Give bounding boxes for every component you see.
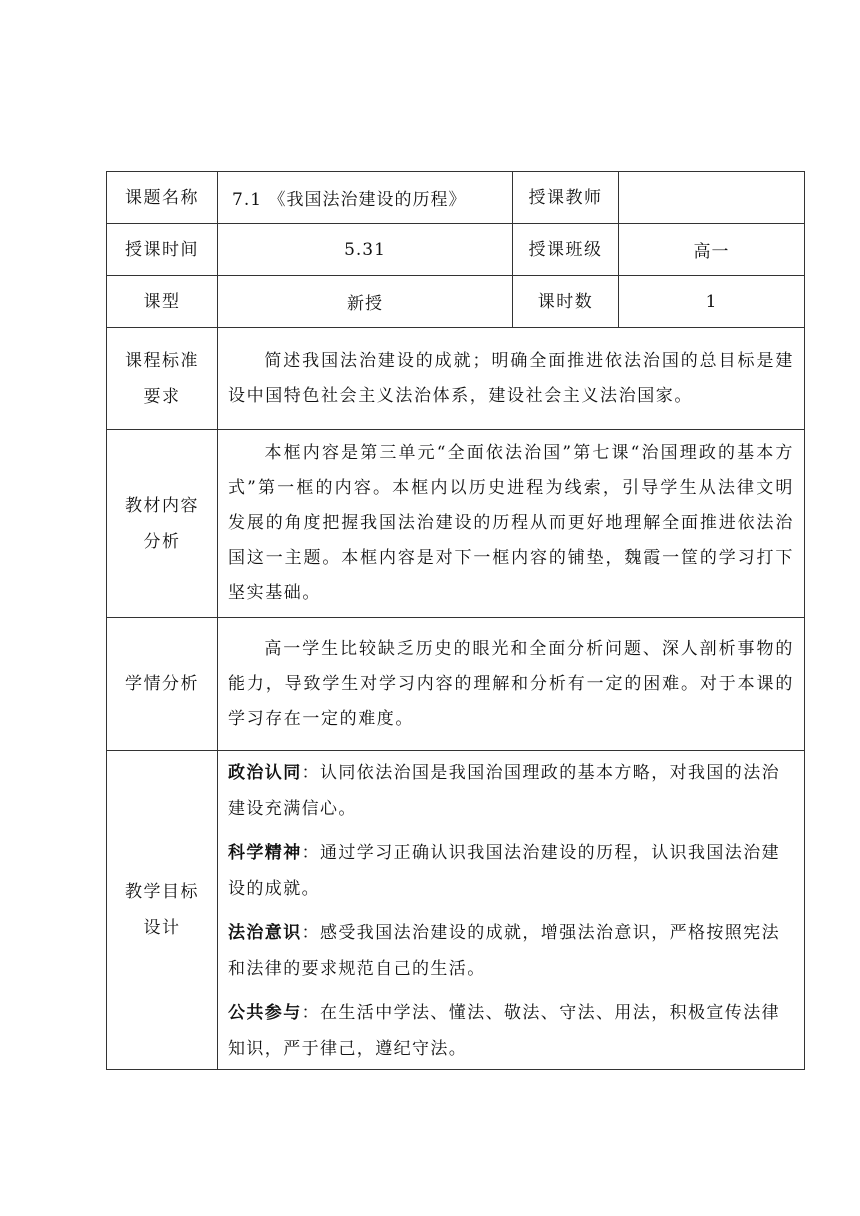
goal-item — [228, 995, 794, 1067]
standard-cell — [218, 328, 805, 430]
goal-label — [107, 751, 218, 1070]
material-label — [107, 430, 218, 618]
goal-title: 法治意识 — [228, 923, 302, 943]
goal-label-line-2: 设计 — [143, 918, 181, 938]
goal-cell — [218, 751, 805, 1070]
lesson-plan-table — [106, 171, 805, 1070]
hours-value: 1 — [619, 276, 805, 328]
time-value: 5.31 — [218, 224, 513, 276]
standard-label-line-1: 课程标准 — [125, 350, 199, 371]
material-label-line-1: 教材内容 — [125, 495, 199, 516]
teacher-value — [619, 172, 805, 224]
student-text: 高一学生比较缺乏历史的眼光和全面分析问题、深人剖析事物的能力，导致学生对学习内容的理解和分析有一定的困难。对于本课的学习存在一定的难度。 — [228, 638, 794, 729]
standard-label — [107, 328, 218, 430]
row-topic — [107, 172, 805, 224]
material-text: 本框内容是第三单元“全面依法治国”第七课“治国理政的基本方式”第一框的内容。本框内以历史进程为线索，引导学生从法律文明发展的角度把握我国法治建设的历程从而更好地理解全面推进依法治国这一主题。本框内容是对下一框内容的铺垫，魏霞一筐的学习打下坚实基础。 — [228, 443, 794, 603]
goal-text: ：感受我国法治建设的成就，增强法治意识，严格按照宪法和法律的要求规范自己的生活。 — [228, 923, 781, 979]
goal-item — [228, 835, 794, 907]
time-label: 授课时间 — [107, 224, 218, 276]
type-label: 课型 — [107, 276, 218, 328]
student-cell — [218, 618, 805, 751]
row-type — [107, 276, 805, 328]
row-student — [107, 618, 805, 751]
goal-item — [228, 755, 794, 827]
hours-label: 课时数 — [513, 276, 619, 328]
row-goals — [107, 751, 805, 1070]
goal-item — [228, 915, 794, 987]
goal-title: 科学精神 — [228, 843, 302, 863]
goal-text: ：通过学习正确认识我国法治建设的历程，认识我国法治建设的成就。 — [228, 843, 781, 899]
topic-label: 课题名称 — [107, 172, 218, 224]
standard-label-line-2: 要求 — [143, 386, 181, 407]
standard-text: 简述我国法治建设的成就；明确全面推进依法治国的总目标是建设中国特色社会主义法治体系，建设社会主义法治国家。 — [228, 350, 794, 406]
row-material — [107, 430, 805, 618]
goal-label-line-1: 教学目标 — [125, 882, 199, 902]
goal-title: 政治认同 — [228, 763, 302, 783]
topic-value: 7.1 《我国法治建设的历程》 — [218, 172, 513, 224]
goal-text: ：在生活中学法、懂法、敬法、守法、用法，积极宣传法律知识，严于律己，遵纪守法。 — [228, 1003, 781, 1059]
student-label: 学情分析 — [107, 618, 218, 751]
teacher-label: 授课教师 — [513, 172, 619, 224]
material-cell — [218, 430, 805, 618]
goal-text: ：认同依法治国是我国治国理政的基本方略，对我国的法治建设充满信心。 — [228, 763, 781, 819]
material-label-line-2: 分析 — [143, 531, 181, 552]
class-value: 高一 — [619, 224, 805, 276]
row-time — [107, 224, 805, 276]
goal-title: 公共参与 — [228, 1003, 302, 1023]
row-standard — [107, 328, 805, 430]
type-value: 新授 — [218, 276, 513, 328]
class-label: 授课班级 — [513, 224, 619, 276]
